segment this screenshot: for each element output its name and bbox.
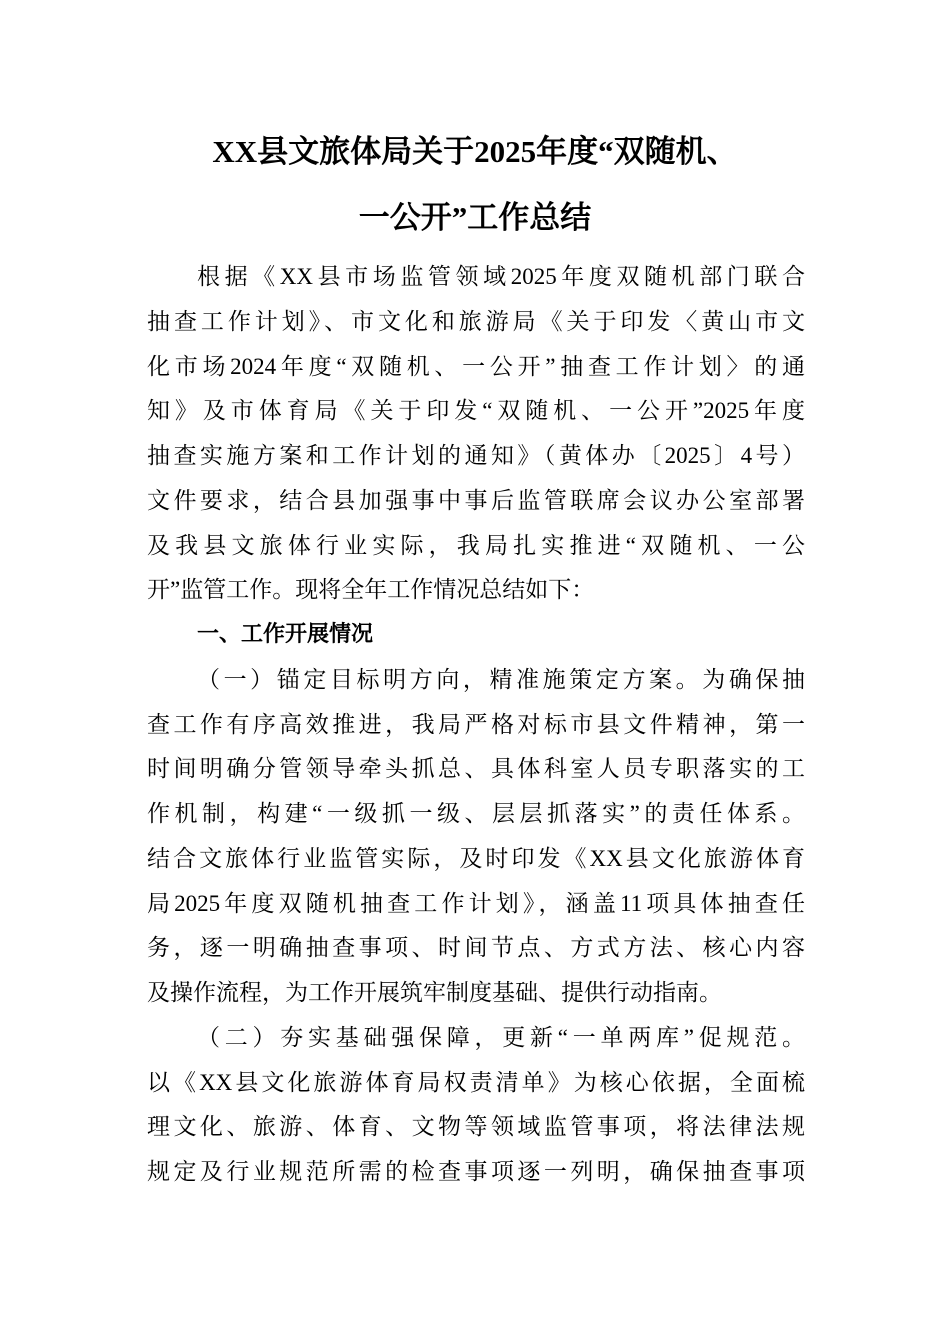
text-line: 文件要求，结合县加强事中事后监管联席会议办公室部署: [147, 487, 805, 513]
subsection-2-paragraph: [147, 1019, 805, 1198]
text-line: 以《XX县文化旅游体育局权责清单》为核心依据，全面梳: [147, 1069, 805, 1095]
document-title-line-1: XX县文旅体局关于2025年度“双随机、: [212, 134, 738, 169]
text-line: 作机制，构建“一级抓一级、层层抓落实”的责任体系。: [147, 801, 805, 826]
text-line: 化市场2024年度“双随机、一公开”抽查工作计划〉的通: [147, 353, 805, 379]
text-line: 结合文旅体行业监管实际，及时印发《XX县文化旅游体育: [147, 845, 805, 871]
text-line: 务，逐一明确抽查事项、时间节点、方式方法、核心内容: [147, 935, 805, 961]
intro-paragraph: [147, 258, 805, 616]
document-title-line-2: 一公开”工作总结: [358, 200, 592, 235]
text-line: 查工作有序高效推进，我局严格对标市县文件精神，第一: [147, 711, 805, 737]
text-line: 抽查工作计划》、市文化和旅游局《关于印发〈黄山市文: [147, 308, 805, 334]
document-body: [147, 258, 805, 1198]
text-line: 开”监管工作。现将全年工作情况总结如下：: [147, 577, 595, 603]
text-line: 局2025年度双随机抽查工作计划》，涵盖11项具体抽查任: [147, 890, 805, 916]
subsection-1-paragraph: [147, 661, 805, 1019]
text-line: 根据《XX县市场监管领域2025年度双随机部门联合: [197, 264, 805, 289]
text-line: 及操作流程，为工作开展筑牢制度基础、提供行动指南。: [147, 980, 722, 1005]
text-line: 理文化、旅游、体育、文物等领域监管事项，将法律法规: [147, 1114, 805, 1140]
text-line: 抽查实施方案和工作计划的通知》（黄体办〔2025〕4号）: [147, 443, 805, 468]
text-line: （一）锚定目标明方向，精准施策定方案。为确保抽: [197, 666, 805, 692]
text-line: 及我县文旅体行业实际，我局扎实推进“双随机、一公: [147, 532, 805, 558]
text-line: （二）夯实基础强保障，更新“一单两库”促规范。: [197, 1024, 805, 1050]
text-line: 知》及市体育局《关于印发“双随机、一公开”2025年度: [147, 398, 805, 424]
section-heading: 一、工作开展情况: [197, 622, 374, 647]
text-line: 规定及行业规范所需的检查事项逐一列明，确保抽查事项: [147, 1159, 805, 1184]
text-line: 时间明确分管领导牵头抓总、具体科室人员专职落实的工: [147, 756, 805, 782]
